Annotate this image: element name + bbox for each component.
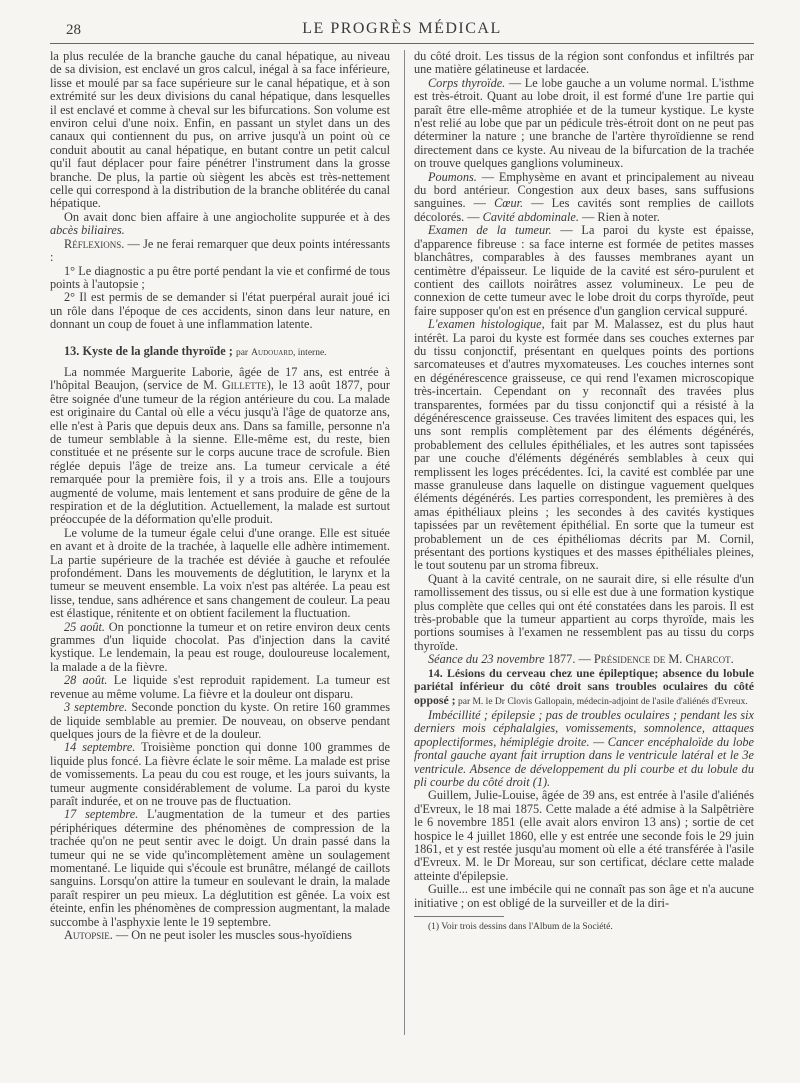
paragraph: du côté droit. Les tissus de la région sont confondus et infiltrés par une matière gélatineuse et lardacée. — [413, 50, 754, 77]
paragraph: Le volume de la tumeur égale celui d'une orange. Elle est située en avant et à droite de la trachée, à laquelle elle adhère intimement. La partie supérieure de la trachée est déviée à gauche et refoulée profondément. Dans les mouvements de déglutition, le larynx et la tumeur se meuvent ensemble. La voix n'est pas altérée. La peau est lisse, tendue, sans adhérence et sans changement de couleur. La peau est élastique, rénitente et on obtient facilement la fluctuation. — [50, 525, 390, 621]
paragraph: Guillem, Julie-Louise, âgée de 39 ans, est entrée à l'asile d'aliénés d'Evreux, le 18 mai 1875. Cette malade a été admise à la Salpêtrière le 6 novembre 1851 (elle avait alors environ 13 ans) ; sortie de cet hospice le 4 juillet 1860, elle y est entrée une seconde fois le 29 juin 1861, et y est restée jusqu'au moment où elle a été transférée à l'asile d'Evreux. M. le Dr Moreau, sur son certificat, déclare cette malade atteinte d'épilepsie. — [413, 788, 754, 883]
section-heading-14: 14. Lésions du cerveau chez une épileptique; absence du lobule pariétal inférieur du côté droit sans troubles oculaires du côté opposé ; par M. le Dr Clovis Gallopain, médecin-adjoint de l'asile d'aliénés d'Evreux. — [413, 665, 754, 707]
page-header — [50, 18, 754, 44]
column-divider — [404, 50, 405, 1035]
paragraph: L'examen histologique, fait par M. Malassez, est du plus haut intérêt. La paroi du kyste est formée dans ses couches externes par du tissu conjonctif, présentant en quelques points des portions sarcomateuses et d'autres myxomateuses. Les couches internes sont en dégénérescence graisseuse, ce qui rend l'examen microscopique très-incertain. Cependant on y reconnaît des travées plus transparentes, formées par du tissu conjonctif qui a résisté à la dégénérescence graisseuse. Ces travées limitent des espaces qui, les uns sont remplis complètement par des éléments dégénérés, probablement des cellules épithéliales, et les autres sont tapissées par une couche d'éléments dégénérés semblables à ceux qui remplissent les loges précédentes. Ici, la cavité est comblée par une masse granuleuse dans laquelle on distingue vaguement quelques éléments dégénérés. Les parties correspondent, les premières à des amas épithéliaux pleins ; les secondes à des cavités kystiques tapissées par un revêtement épithélial. En sorte que la tumeur est probablement un de ces épithéliomas décrits par M. Cornil, présentant des portions kystiques et des masses épithéliales pleines, le tout soutenu par un stroma fibreux. — [413, 317, 754, 573]
footnote-rule — [414, 916, 504, 917]
autopsy-paragraph: Autopsie. — On ne peut isoler les muscles sous-hyoïdiens — [64, 928, 352, 942]
reflexions-paragraph: Réflexions. — Je ne ferai remarquer que deux points intéressants : — [50, 236, 390, 265]
dated-entry: 28 août. Le liquide s'est reproduit rapidement. La tumeur est revenue au même volume. La fièvre et la douleur ont disparu. — [50, 673, 390, 701]
paragraph: Quant à la cavité centrale, on ne saurait dire, si elle résulte d'un ramollissement des tissus, ou si elle est due à une formation kystique plus complète que celles qui ont été constatées dans les parois. Il est très-probable que la tumeur appartient au corps thyroïde, mais les portions soumises à l'examen ne ressemblent pas au tissu du corps thyroïde. — [413, 571, 754, 653]
text-columns — [50, 50, 754, 1070]
page-number: 28 — [66, 22, 81, 38]
section-heading-13: 13. Kyste de la glande thyroïde ; par Audouard, interne. — [64, 343, 327, 358]
left-column — [50, 50, 390, 1070]
section-title: Lésions du cerveau chez une épileptique; absence du lobule pariétal inférieur du côté droit sans troubles oculaires du côté opposé ; — [413, 665, 754, 707]
author-name: Audouard — [251, 347, 294, 358]
paragraph: Corps thyroïde. — Le lobe gauche a un volume normal. L'isthme est très-étroit. Quant au lobe droit, il est formé d'une 1re partie qui paraît être elle-même atrophiée et de la tumeur kystique. Le kyste n'est relié au lobe que par un pédicule très-étroit dont on ne peut pas déterminer la nature ; une branche de l'artère thyroïdienne se rend directement dans ce kyste. Au niveau de la bifurcation de la trachée on trouve quelques ganglions volumineux. — [413, 75, 754, 171]
reflexions-label: Réflexions. — [64, 236, 125, 251]
journal-title: LE PROGRÈS MÉDICAL — [302, 20, 502, 37]
paragraph: Poumons. — Emphysème en avant et principalement au niveau du bord antérieur. Congestion aux deux bases, sans suffusions sanguines. — Cœur. — Les cavités sont remplies de caillots décolorés. — Cavité abdominale. — Rien à noter. — [413, 169, 754, 224]
dated-entry: 17 septembre. L'augmentation de la tumeur et des parties périphériques détermine des phénomènes de compression de la trachée qu'on ne peut sentir avec le doigt. Un drain passé dans la tumeur qui ne se vide qu'incomplètement amène un soulagement momentané. Le liquide qui s'écoule est brunâtre, mélangé de caillots sanguins. Lorsqu'on attire la tumeur en soulevant le drain, la malade paraît respirer un peu mieux. La déglutition est gênée. La voix est éteinte, enfin les phénomènes de compression augmentant, la malade succombe à l'asphyxie lente le 19 septembre. — [50, 807, 390, 929]
right-column — [414, 50, 754, 1070]
paragraph: 2° Il est permis de se demander si l'état puerpéral aurait joué ici un rôle dans l'époque de ces accidents, sinon dans leur nature, en donnant un coup de fouet à une inflammation latente. — [50, 290, 390, 332]
paragraph: Examen de la tumeur. — La paroi du kyste est épaisse, d'apparence fibreuse : sa face interne est formée de petites masses blanchâtres, comparables à des fausses membranes ayant un centimètre d'épaisseur. Le liquide de la cavité est séro-purulent et contient des caillots noirâtres assez volumineux. Le peu de connexion de cette tumeur avec le lobe droit du corps thyroïde, peut faire supposer qu'on est en présence d'un ganglion cervical suppuré. — [413, 223, 754, 318]
paragraph: La nommée Marguerite Laborie, âgée de 17 ans, est entrée à l'hôpital Beaujon, (service de M. Gillette), le 13 août 1877, pour être soignée d'une tumeur de la région antérieure du cou. La malade est originaire du Cantal où elle a vécu jusqu'à l'âge de quatorze ans, elle n'est à Paris que depuis deux ans. Dans sa famille, personne n'a de tumeur semblable à la sienne. Elle-même est, du reste, bien constituée et ne présente sur le corps aucune trace de scrofule. Bien réglée depuis l'âge de treize ans. La tumeur cervicale a été remarquée pour la première fois, il y a trois ans. Elle a toujours augmenté de volume, mais lentement et sans produire de gêne de la respiration et de la déglutition. Actuellement, la malade est surtout préoccupée de la déformation qu'elle produit. — [50, 364, 390, 527]
author-line: par M. le Dr Clovis Gallopain, médecin-adjoint de l'asile d'aliénés d'Evreux. — [455, 696, 748, 707]
paragraph: Guille... est une imbécile qui ne connaît pas son âge et n'a aucune initiative ; on est obligé de la surveiller et de la diri- — [413, 882, 754, 910]
dated-entry: 25 août. On ponctionne la tumeur et on retire environ deux cents grammes d'un liquide chocolat. Pas d'injection dans la cavité kystique. Le lendemain, la peau est rouge, douloureuse localement, la malade a de la fièvre. — [50, 619, 390, 674]
footnote: (1) Voir trois dessins dans l'Album de la Société. — [427, 922, 613, 932]
paragraph: 1° Le diagnostic a pu être porté pendant la vie et confirmé de tous points à l'autopsie ; — [50, 263, 390, 291]
seance-line: Séance du 23 novembre 1877. — Présidence de M. Charcot. — [427, 652, 734, 667]
dated-entry: 14 septembre. Troisième ponction qui donne 100 grammes de liquide plus foncé. La fièvre éclate le soir même. La malade est prise de vomissements. La peau du cou est rouge, et les jours suivants, la tumeur augmente considérablement de volume. La paroi du kyste paraît indurée, et on ne trouve pas de fluctuation. — [50, 740, 390, 808]
section-title: Kyste de la glande thyroïde ; — [82, 343, 233, 358]
case-summary: Imbécillité ; épilepsie ; pas de troubles oculaires ; pendant les six derniers mois céphalalgies, vomissements, somnolence, attaques apoplectiformes, hémiplégie droite. — Cancer encéphaloïde du lobe frontal gauche ayant fait irruption dans le ventricule latéral et le 3e ventricule. Absence de développement du pli courbe et du lobule du pli courbe du côté droit (1). — [413, 707, 754, 789]
dated-entry: 3 septembre. Seconde ponction du kyste. On retire 160 grammes de liquide semblable au premier. De nouveau, on observe pendant quelques jours de la fièvre et de la douleur. — [50, 700, 390, 741]
paragraph: la plus reculée de la branche gauche du canal hépatique, au niveau de sa division, est enclavé un gros calcul, inégal à sa face inférieure, lisse et moulé par sa face supérieure sur le canal hépatique, et à son extrémité sur les deux divisions du canal hépatique, dans lesquelles il est enclavé et comme à cheval sur les bifurcations. Son volume est environ celui d'une noix. Enfin, en passant un stylet dans un des canaux qui contiennent du pus, on arrive jusqu'à un point où ce conduit aboutit au canal hépatique, en butant contre un petit calcul qu'il faut déplacer pour faire pénétrer l'instrument dans la grosse branche. De plus, la partie où siègent les abcès est très-nettement celle qui correspond à la distribution de la branche oblitérée du canal hépatique. — [50, 50, 390, 211]
paragraph: On avait donc bien affaire à une angiocholite suppurée et à des abcès biliaires. — [50, 209, 390, 238]
